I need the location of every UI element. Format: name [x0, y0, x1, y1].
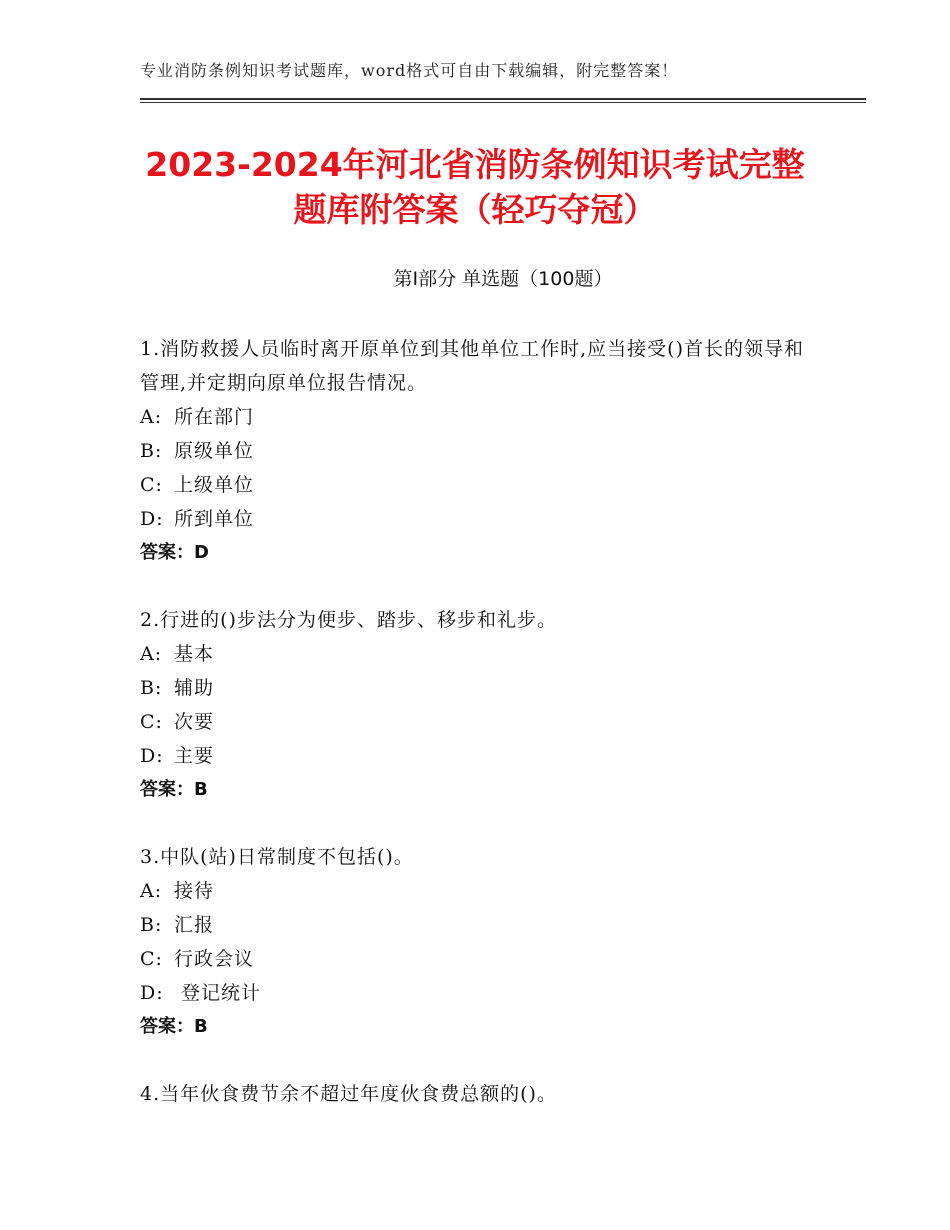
option-text: 次要 [174, 711, 215, 733]
header-note: 专业消防条例知识考试题库，word格式可自由下载编辑，附完整答案！ [140, 61, 679, 80]
option-text: 所在部门 [174, 406, 255, 428]
option-c [140, 942, 810, 976]
option-key: D: [140, 508, 164, 530]
document-title [140, 142, 810, 232]
answer-line [140, 1010, 810, 1044]
answer-line [140, 773, 810, 807]
option-key: A: [140, 880, 163, 902]
option-key: B: [140, 440, 163, 462]
question-list [140, 332, 810, 1144]
option-c [140, 705, 810, 739]
question-item [140, 840, 810, 1044]
header-divider-thin [140, 102, 866, 103]
option-key: B: [140, 914, 163, 936]
option-b [140, 434, 810, 468]
option-b [140, 671, 810, 705]
option-key: B: [140, 677, 163, 699]
section-heading: 第Ⅰ部分 单选题（100题） [393, 268, 613, 290]
question-text: 2.行进的()步法分为便步、踏步、移步和礼步。 [140, 609, 557, 631]
option-text: 登记统计 [174, 982, 262, 1004]
answer-label: 答案： [140, 779, 194, 800]
option-text: 上级单位 [174, 474, 255, 496]
option-key: C: [140, 711, 163, 733]
option-b [140, 908, 810, 942]
option-key: D: [140, 982, 164, 1004]
title-line-1: 2023-2024年河北省消防条例知识考试完整 [145, 145, 805, 184]
question-item [140, 603, 810, 807]
option-text: 所到单位 [174, 508, 255, 530]
option-a [140, 400, 810, 434]
option-text: 行政会议 [174, 948, 255, 970]
answer-label: 答案： [140, 542, 194, 563]
answer-label: 答案： [140, 1016, 194, 1037]
option-d [140, 739, 810, 773]
answer-value: B [194, 779, 208, 800]
question-text: 1.消防救援人员临时离开原单位到其他单位工作时,应当接受()首长的领导和管理,并定期向原单位报告情况。 [140, 338, 804, 394]
option-a [140, 874, 810, 908]
answer-value: B [194, 1016, 208, 1037]
option-a [140, 637, 810, 671]
title-line-2: 题库附答案（轻巧夺冠） [293, 190, 657, 229]
option-key: C: [140, 474, 163, 496]
question-item [140, 332, 810, 570]
option-key: C: [140, 948, 163, 970]
question-item [140, 1077, 810, 1111]
option-text: 汇报 [174, 914, 215, 936]
option-key: D: [140, 745, 164, 767]
question-text: 4.当年伙食费节余不超过年度伙食费总额的()。 [140, 1083, 557, 1105]
option-d [140, 976, 810, 1010]
header-divider [140, 98, 866, 100]
option-text: 辅助 [174, 677, 215, 699]
option-text: 基本 [174, 643, 215, 665]
option-text: 主要 [174, 745, 215, 767]
option-key: A: [140, 643, 163, 665]
option-d [140, 502, 810, 536]
option-key: A: [140, 406, 163, 428]
question-text: 3.中队(站)日常制度不包括()。 [140, 846, 414, 868]
option-text: 接待 [174, 880, 215, 902]
option-text: 原级单位 [174, 440, 255, 462]
answer-line [140, 536, 810, 570]
option-c [140, 468, 810, 502]
answer-value: D [194, 542, 209, 563]
